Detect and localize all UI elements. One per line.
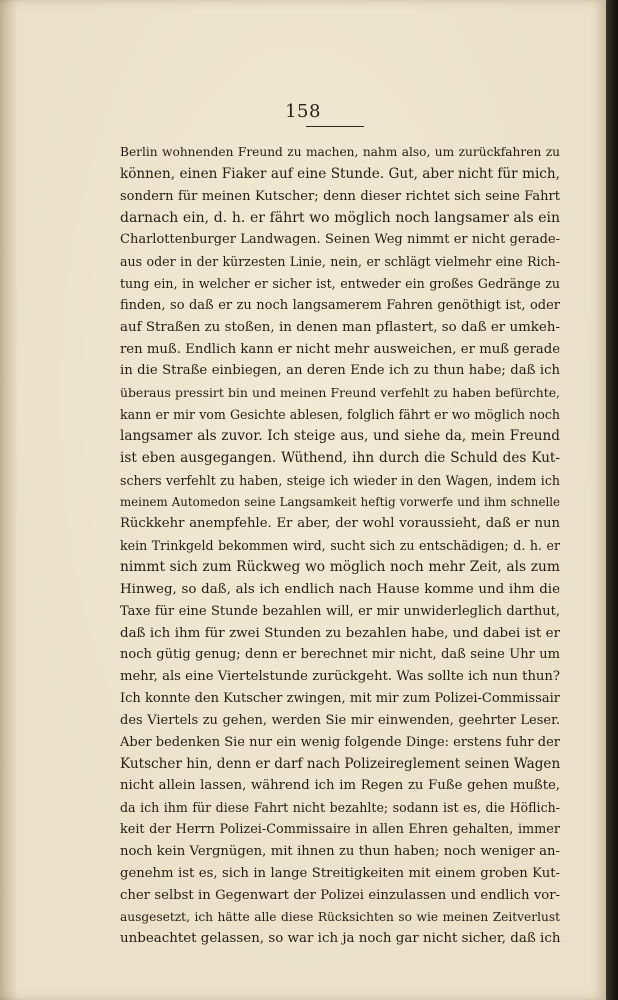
text-line: Ich konnte den Kutscher zwingen, mit mir zum Polizei-Commissair — [120, 691, 560, 707]
text-line: Aber bedenken Sie nur ein wenig folgende Dinge: erstens fuhr der — [120, 734, 560, 750]
text-line: nicht allein lassen, während ich im Regen zu Fuße gehen mußte, — [120, 778, 560, 794]
text-line: langsamer als zuvor. Ich steige aus, und siehe da, mein Freund — [120, 427, 560, 444]
text-line: finden, so daß er zu noch langsamerem Fahren genöthigt ist, oder — [120, 297, 560, 313]
body-text — [120, 142, 560, 950]
text-line: kann er mir vom Gesichte ablesen, folglich fährt er wo möglich noch — [120, 407, 560, 423]
text-line: keit der Herrn Polizei-Commissaire in allen Ehren gehalten, immer — [120, 822, 560, 838]
text-line: Hinweg, so daß, als ich endlich nach Hause komme und ihm die — [120, 581, 560, 597]
text-line: überaus pressirt bin und meinen Freund verfehlt zu haben befürchte, — [120, 385, 560, 401]
text-line: cher selbst in Gegenwart der Polizei einzulassen und endlich vor- — [120, 887, 560, 903]
text-line: können, einen Fiaker auf eine Stunde. Gut, aber nicht für mich, — [120, 165, 560, 182]
page-number: 158 — [285, 101, 321, 122]
text-line: ist eben ausgegangen. Wüthend, ihn durch die Schuld des Kut- — [120, 449, 560, 466]
text-line: unbeachtet gelassen, so war ich ja noch gar nicht sicher, daß ich — [120, 931, 561, 947]
text-line: nimmt sich zum Rückweg wo möglich noch mehr Zeit, als zum — [120, 559, 560, 576]
text-line: daß ich ihm für zwei Stunden zu bezahlen habe, und dabei ist er — [120, 625, 560, 641]
text-line: noch kein Vergnügen, mit ihnen zu thun haben; noch weniger an- — [120, 844, 560, 859]
text-line: Kutscher hin, denn er darf nach Polizeireglement seinen Wagen — [120, 755, 561, 772]
text-line: Berlin wohnenden Freund zu machen, nahm also, um zurückfahren zu — [120, 145, 560, 159]
text-line: Charlottenburger Landwagen. Seinen Weg nimmt er nicht gerade- — [120, 232, 560, 248]
text-line: kein Trinkgeld bekommen wird, sucht sich zu entschädigen; d. h. er — [120, 538, 560, 554]
text-line: meinem Automedon seine Langsamkeit heftig vorwerfe und ihm schnelle — [120, 494, 560, 509]
book-edge — [606, 0, 618, 1000]
text-line: genehm ist es, sich in lange Streitigkeiten mit einem groben Kut- — [120, 865, 560, 881]
text-line: ren muß. Endlich kann er nicht mehr ausweichen, er muß gerade — [120, 341, 560, 357]
page-number-rule — [306, 126, 364, 127]
text-line: aus oder in der kürzesten Linie, nein, er schlägt vielmehr eine Rich- — [120, 254, 560, 270]
text-line: ausgesetzt, ich hätte alle diese Rücksichten so wie meinen Zeitverlust — [120, 909, 560, 924]
text-line: darnach ein, d. h. er fährt wo möglich noch langsamer als ein — [120, 209, 560, 226]
text-line: Rückkehr anempfehle. Er aber, der wohl voraussieht, daß er nun — [120, 516, 560, 532]
text-line: auf Straßen zu stoßen, in denen man pflastert, so daß er umkeh- — [120, 319, 560, 335]
text-line: sondern für meinen Kutscher; denn dieser richtet sich seine Fahrt — [120, 188, 560, 204]
text-line: Taxe für eine Stunde bezahlen will, er mir unwiderleglich darthut, — [120, 603, 560, 619]
text-line: noch gütig genug; denn er berechnet mir nicht, daß seine Uhr um — [120, 647, 560, 663]
text-line: da ich ihm für diese Fahrt nicht bezahlte; sodann ist es, die Höflich- — [120, 800, 560, 816]
text-line: mehr, als eine Viertelstunde zurückgeht. Was sollte ich nun thun? — [120, 669, 560, 685]
text-line: tung ein, in welcher er sicher ist, entweder ein großes Gedränge zu — [120, 276, 560, 292]
text-line: des Viertels zu gehen, werden Sie mir einwenden, geehrter Leser. — [120, 712, 560, 728]
text-line: schers verfehlt zu haben, steige ich wieder in den Wagen, indem ich — [120, 472, 560, 488]
text-line: in die Straße einbiegen, an deren Ende ich zu thun habe; daß ich — [120, 363, 560, 379]
